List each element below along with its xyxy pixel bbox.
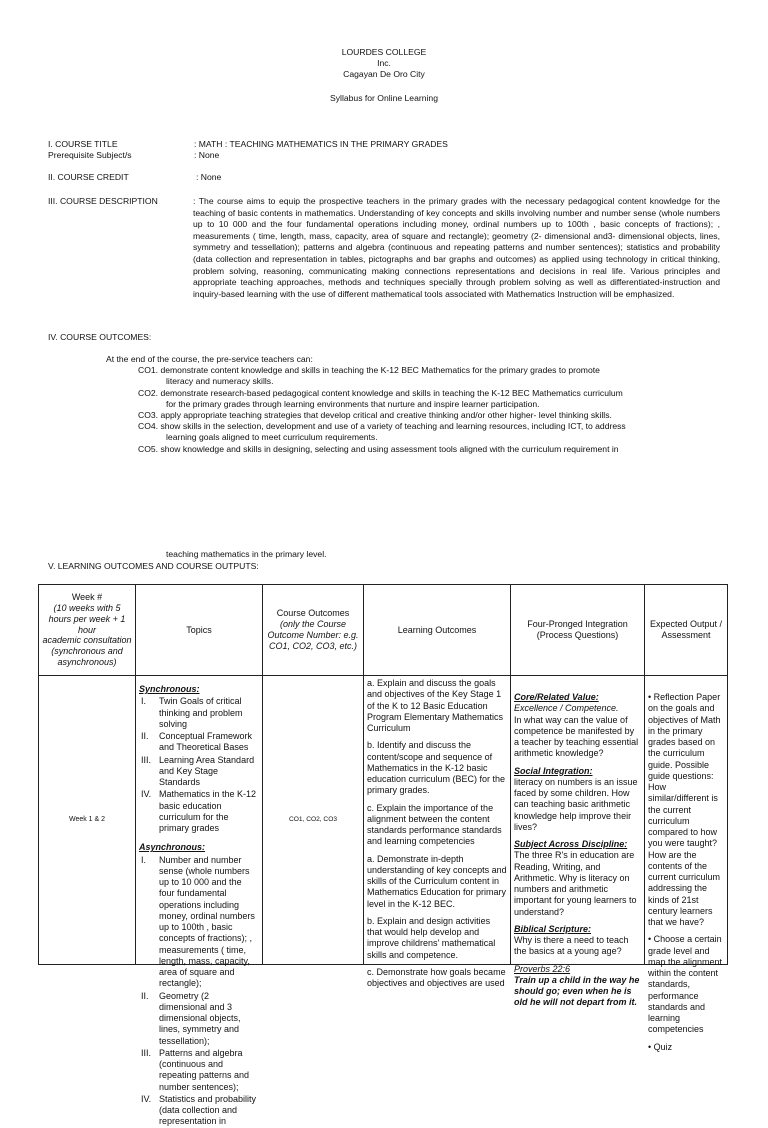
outcome-co2-line1: CO2. demonstrate research-based pedagogical content knowledge and skills in teaching the K-12 BEC Mathematics curriculum <box>138 388 623 398</box>
verse-reference: Proverbs 22:6 <box>514 963 571 974</box>
course-credit-label: II. COURSE CREDIT <box>48 172 129 182</box>
biblical-scripture-label: Biblical Scripture: <box>514 923 592 934</box>
header-topics: Topics <box>136 585 263 676</box>
list-item: II. Conceptual Framework and Theoretical Bases <box>141 731 253 753</box>
header-co-note: (only the Course Outcome Number: e.g. CO1, CO2, CO3, etc.) <box>267 619 359 651</box>
prereq-value: : None <box>194 150 220 160</box>
learning-outcome-item: c. Explain the importance of the alignment between the content standards performance standards and learning competencies <box>367 802 502 847</box>
header-week <box>39 585 136 676</box>
core-value-label: Core/Related Value: <box>514 692 599 702</box>
social-integration-label: Social Integration: <box>514 765 593 776</box>
header-week-consultation: academic consultation (synchronous and asynchronous) <box>42 635 132 668</box>
expected-output-cell <box>645 676 728 1052</box>
list-item: I. Twin Goals of critical thinking and problem solving <box>141 696 243 729</box>
list-item: III. Learning Area Standard and Key Stage Standards <box>141 754 255 787</box>
outcome-co5-tail: teaching mathematics in the primary level. <box>166 549 327 559</box>
sync-list <box>139 696 259 834</box>
four-pronged-cell <box>511 676 645 1008</box>
learning-outcome-item: a. Explain and discuss the goals and objectives of the Key Stage 1 of the K to 12 Basic Education Program Elementary Mathematics Curriculum <box>367 678 504 733</box>
syllabus-title: Syllabus for Online Learning <box>330 93 438 103</box>
social-integration-question: literacy on numbers is an issue faced by some children. How can teaching basic arithmetic knowledge help improve their lives? <box>514 776 638 832</box>
learning-outcomes-table <box>38 584 728 1127</box>
learning-outcome-item: c. Demonstrate how goals became objectives and objectives are used <box>367 966 506 988</box>
outcome-co4-line2: learning goals aligned to meet curriculum requirements. <box>166 432 378 442</box>
expected-output-item: • Choose a certain grade level and map the alignment within the content standards, performance standards and learning competencies <box>648 934 723 1035</box>
week-cell: Week 1 & 2 <box>39 676 136 965</box>
list-item: IV. Statistics and probability (data collection and representation in <box>141 1093 257 1127</box>
biblical-question: Why is there a need to teach the basics at a young age? <box>514 935 629 957</box>
core-value: Excellence / Competence. <box>514 703 619 714</box>
section5-heading: V. LEARNING OUTCOMES AND COURSE OUTPUTS: <box>48 561 259 571</box>
course-outcomes-heading: IV. COURSE OUTCOMES: <box>48 332 152 342</box>
college-inc: Inc. <box>377 58 391 68</box>
header-course-outcomes <box>263 585 364 676</box>
subject-discipline-label: Subject Across Discipline: <box>514 839 628 849</box>
core-value-question: In what way can the value of competence be manifested by a teacher by teaching essential arithmetic knowledge? <box>514 714 639 759</box>
header-co-title: Course Outcomes <box>276 608 350 619</box>
verse-text: Train up a child in the way he should go; even when he is old he will not depart from it. <box>514 974 640 1008</box>
header-week-hours: (10 weeks with 5 hours per week + 1 hour <box>48 602 126 635</box>
list-item: III. Patterns and algebra (continuous and repeating patterns and number sentences); <box>141 1047 250 1092</box>
outcome-co2-line2: for the primary grades through learning environments that nurture and inspire learner participation. <box>166 399 540 409</box>
course-description-text: : The course aims to equip the prospective teachers in the primary grades with the necessary pedagogical content knowledge for the teaching of basic contents in mathematics. Understanding of key concepts and skills involving number and number sense (whole numbers up to 10 000 and the four fundamental operations including money, ordinal numbers up to 100th , basic concepts of fractions); , measurements ( time, length, mass, capacity, area of square and rectangle); geometry (2- dimensional and3- dimensional objects, lines, symmetry and tessellation); patterns and algebra (continuous and repeating patterns and number sentences); statistics and probability (data collection and representation in tables, pictographs and bar graphs and outcomes) as applied using technology in critical thinking, problem solving, reasoning, communicating making connections representations and decisions in real life. Various principles and appropriate teaching approaches, methods and techniques specially through problem solving as well as differentiated-instruction and inquiry-based learning with the use of different mathematical tools associated with Mathematics Instruction will be emphasized. <box>193 196 720 299</box>
expected-output-item: • Quiz <box>648 1041 673 1052</box>
course-title-value: : MATH : TEACHING MATHEMATICS IN THE PRIMARY GRADES <box>194 139 448 149</box>
header-four-pronged: Four-Pronged Integration (Process Questions) <box>511 585 645 676</box>
outcome-co5-line1: CO5. show knowledge and skills in designing, selecting and using assessment tools aligned with the curriculum requirement in <box>138 444 619 454</box>
list-item: I. Number and number sense (whole numbers up to 10 000 and the four fundamental operations including money, ordinal numbers up to 100th , basic concepts of fractions); , measurements ( time, length, mass, capacity, area of square and rectangle); <box>141 854 255 989</box>
async-label: Asynchronous: <box>139 842 206 853</box>
learning-outcomes-cell <box>364 676 511 988</box>
table-header-row <box>39 585 728 676</box>
outcome-co1-line1: CO1. demonstrate content knowledge and skills in teaching the K-12 BEC Mathematics for the primary grades to promote <box>138 365 600 375</box>
list-item: IV. Mathematics in the K-12 basic education curriculum for the primary grades <box>141 789 257 833</box>
table-row <box>39 676 728 965</box>
learning-outcome-item: b. Explain and design activities that would help develop and improve childrens' mathematical skills and competence. <box>367 915 496 960</box>
course-description-label: III. COURSE DESCRIPTION <box>48 196 158 206</box>
course-credit-value: : None <box>196 172 222 182</box>
prereq-label: Prerequisite Subject/s <box>48 150 132 160</box>
header-expected-output: Expected Output / Assessment <box>645 585 728 676</box>
learning-outcome-item: a. Demonstrate in-depth understanding of key concepts and skills of the Curriculum content in Mathematics Education for primary level in the K-12 BEC. <box>367 853 507 909</box>
subject-discipline-question: The three R's in education are Reading, Writing, and Arithmetic. Why is literacy on numbers and arithmetic important for young learners to understand? <box>514 850 637 917</box>
async-list <box>139 855 259 1128</box>
outcome-co4-line1: CO4. show skills in the selection, development and use of a variety of teaching and learning resources, including ICT, to address <box>138 421 626 431</box>
course-title-label: I. COURSE TITLE <box>48 139 118 149</box>
course-outcomes-cell: CO1, CO2, CO3 <box>263 676 364 965</box>
topics-cell <box>136 676 263 1127</box>
list-item: II. Geometry (2 dimensional and 3 dimensional objects, lines, symmetry and tessellation); <box>141 990 241 1046</box>
learning-outcome-item: b. Identify and discuss the content/scope and sequence of Mathematics in the K-12 basic education curriculum (BEC) for the primary grades. <box>367 740 506 796</box>
sync-label: Synchronous: <box>139 684 200 694</box>
header-learning-outcomes: Learning Outcomes <box>364 585 511 676</box>
course-outcomes-intro: At the end of the course, the pre-service teachers can: <box>106 354 313 364</box>
outcome-co1-line2: literacy and numeracy skills. <box>166 376 274 386</box>
college-city: Cagayan De Oro City <box>343 69 425 79</box>
college-name: LOURDES COLLEGE <box>341 47 427 57</box>
outcome-co3-line1: CO3. apply appropriate teaching strategies that develop critical and creative thinking and/or other higher- level thinking skills. <box>138 410 612 420</box>
expected-output-item: • Reflection Paper on the goals and objectives of Math in the primary grades based on the curriculum guide. Possible guide questions: How similar/different is the current curriculum compared to how you were taught? How are the contents of the current curriculum addressing the kinds of 21st century learners that we have? <box>648 692 721 927</box>
header-week-title: Week # <box>71 591 103 602</box>
